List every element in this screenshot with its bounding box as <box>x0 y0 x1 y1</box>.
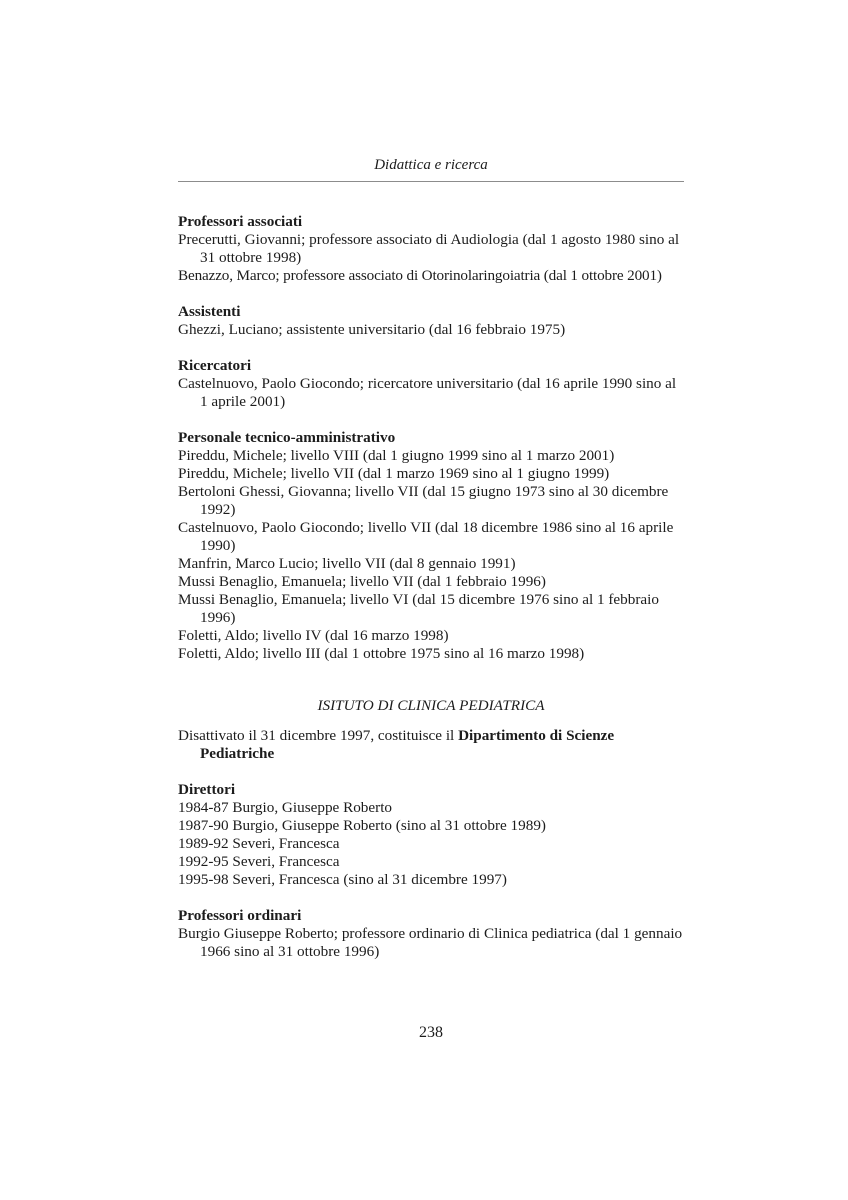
section-ricercatori <box>178 357 684 411</box>
list-entry: Castelnuovo, Paolo Giocondo; livello VII (dal 18 dicembre 1986 sino al 16 aprile 1990) <box>178 519 674 554</box>
list-entry: 1984-87 Burgio, Giuseppe Roberto <box>178 799 393 816</box>
list-entry: Pireddu, Michele; livello VIII (dal 1 giugno 1999 sino al 1 marzo 2001) <box>178 447 615 464</box>
list-entry: Foletti, Aldo; livello III (dal 1 ottobre 1975 sino al 16 marzo 1998) <box>178 645 585 662</box>
institute-note <box>178 727 684 763</box>
section-heading: Direttori <box>178 781 236 798</box>
section-professori-ordinari <box>178 907 684 961</box>
list-entry: Precerutti, Giovanni; professore associato di Audiologia (dal 1 agosto 1980 sino al 31 ottobre 1998) <box>178 231 680 266</box>
page-content <box>178 213 684 979</box>
list-entry: Manfrin, Marco Lucio; livello VII (dal 8 gennaio 1991) <box>178 555 516 572</box>
section-heading: Personale tecnico-amministrativo <box>178 429 396 446</box>
list-entry: 1992-95 Severi, Francesca <box>178 853 340 870</box>
list-entry: Mussi Benaglio, Emanuela; livello VII (dal 1 febbraio 1996) <box>178 573 546 590</box>
section-assistenti <box>178 303 684 339</box>
section-heading: Professori associati <box>178 213 303 230</box>
list-entry: 1989-92 Severi, Francesca <box>178 835 340 852</box>
list-entry: Mussi Benaglio, Emanuela; livello VI (dal 15 dicembre 1976 sino al 1 febbraio 1996) <box>178 591 659 626</box>
section-heading: Assistenti <box>178 303 241 320</box>
list-entry: Bertoloni Ghessi, Giovanna; livello VII (dal 15 giugno 1973 sino al 30 dicembre 1992) <box>178 483 669 518</box>
page-number: 238 <box>419 1024 443 1041</box>
section-heading: Ricercatori <box>178 357 252 374</box>
list-entry: Burgio Giuseppe Roberto; professore ordinario di Clinica pediatrica (dal 1 gennaio 1966 sino al 31 ottobre 1996) <box>178 925 683 960</box>
institute-title: ISITUTO DI CLINICA PEDIATRICA <box>317 697 545 714</box>
list-entry: Ghezzi, Luciano; assistente universitario (dal 16 febbraio 1975) <box>178 321 566 338</box>
list-entry: 1995-98 Severi, Francesca (sino al 31 dicembre 1997) <box>178 871 507 888</box>
list-entry: Pireddu, Michele; livello VII (dal 1 marzo 1969 sino al 1 giugno 1999) <box>178 465 610 482</box>
section-professori-associati <box>178 213 684 285</box>
institute-note-text: Disattivato il 31 dicembre 1997, costituisce il <box>178 727 455 744</box>
institute-department-name: Dipartimento di Scienze Pediatriche <box>200 727 615 762</box>
list-entry: Benazzo, Marco; professore associato di Otorinolaringoiatria (dal 1 ottobre 2001) <box>178 267 662 284</box>
running-head: Didattica e ricerca <box>374 157 488 173</box>
list-entry: 1987-90 Burgio, Giuseppe Roberto (sino al 31 ottobre 1989) <box>178 817 546 834</box>
section-personale-tecnico <box>178 429 684 663</box>
list-entry: Castelnuovo, Paolo Giocondo; ricercatore universitario (dal 16 aprile 1990 sino al 1 aprile 2001) <box>178 375 677 410</box>
section-heading: Professori ordinari <box>178 907 302 924</box>
section-direttori <box>178 781 684 889</box>
list-entry: Foletti, Aldo; livello IV (dal 16 marzo 1998) <box>178 627 449 644</box>
header-rule <box>178 181 684 182</box>
